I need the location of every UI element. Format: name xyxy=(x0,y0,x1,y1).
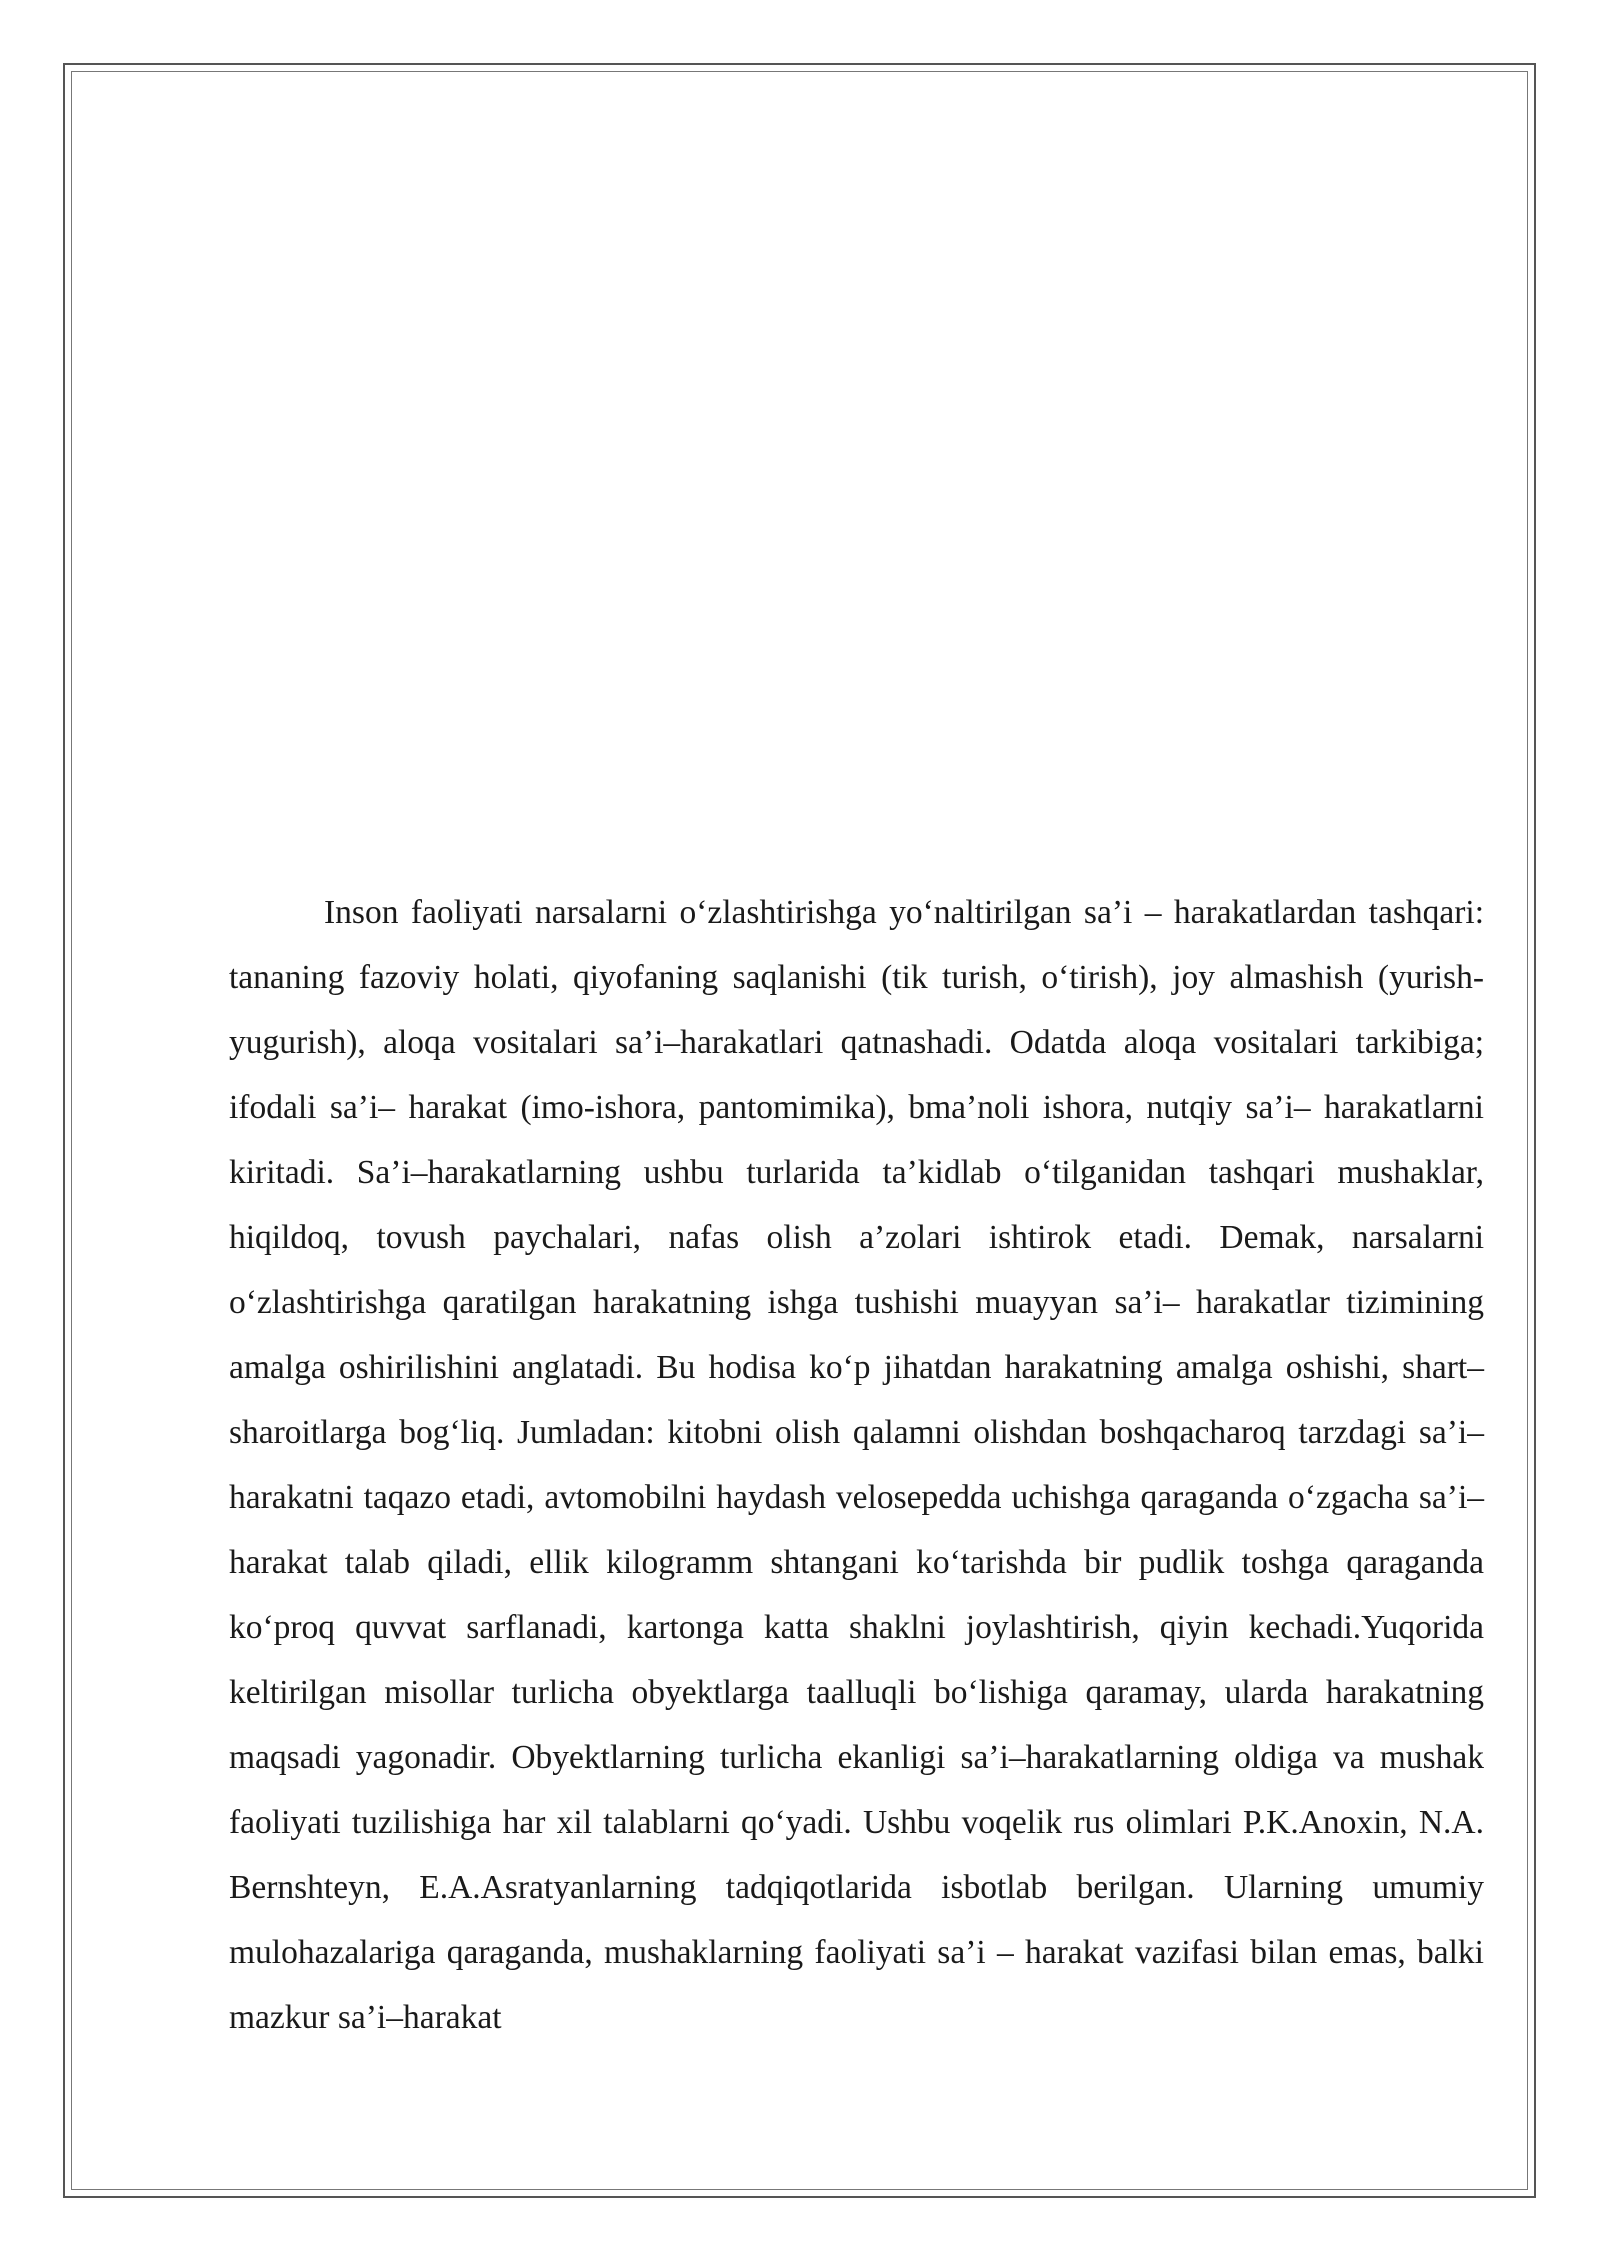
body-paragraph: Inson faoliyati narsalarni o‘zlashtirishga yo‘naltirilgan sa’i – harakatlardan tashqari: tananing fazoviy holati, qiyofaning saqlanishi (tik turish, o‘tirish), joy almashish (yurish-yugurish), aloqa vositalari sa’i–harakatlari qatnashadi. Odatda aloqa vositalari tarkibiga; ifodali sa’i– harakat (imo-ishora, pantomimika), bma’noli ishora, nutqiy sa’i– harakatlarni kiritadi. Sa’i–harakatlarning ushbu turlarida ta’kidlab o‘tilganidan tashqari mushaklar, hiqildoq, tovush paychalari, nafas olish a’zolari ishtirok etadi. Demak, narsalarni o‘zlashtirishga qaratilgan harakatning ishga tushishi muayyan sa’i– harakatlar tizimining amalga oshirilishini anglatadi. Bu hodisa ko‘p jihatdan harakatning amalga oshishi, shart–sharoitlarga bog‘liq. Jumladan: kitobni olish qalamni olishdan boshqacharoq tarzdagi sa’i–harakatni taqazo etadi, avtomobilni haydash velosepedda uchishga qaraganda o‘zgacha sa’i–harakat talab qiladi, ellik kilogramm shtangani ko‘tarishda bir pudlik toshga qaraganda ko‘proq quvvat sarflanadi, kartonga katta shaklni joylashtirish, qiyin kechadi.Yuqorida keltirilgan misollar turlicha obyektlarga taalluqli bo‘lishiga qaramay, ularda harakatning maqsadi yagonadir. Obyektlarning turlicha ekanligi sa’i–harakatlarning oldiga va mushak faoliyati tuzilishiga har xil talablarni qo‘yadi. Ushbu voqelik rus olimlari P.K.Anoxin, N.A. Bernshteyn, E.A.Asratyanlarning tadqiqotlarida isbotlab berilgan. Ularning umumiy mulohazalariga qaraganda, mushaklarning faoliyati sa’i – harakat vazifasi bilan emas, balki mazkur sa’i–harakat xyxy=(229,894,1484,2036)
